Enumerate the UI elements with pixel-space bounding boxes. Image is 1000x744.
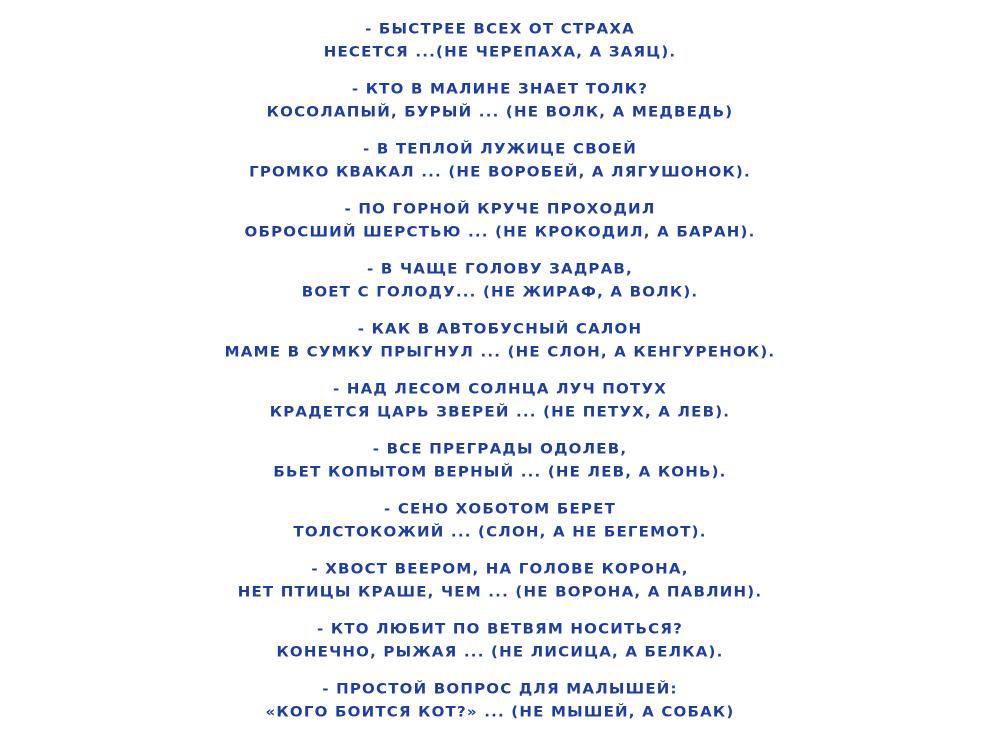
riddle-answer: ГРОМКО КВАКАЛ ... (НЕ ВОРОБЕЙ, А ЛЯГУШОНОК). (249, 163, 751, 181)
riddle-answer: НЕТ ПТИЦЫ КРАШЕ, ЧЕМ ... (НЕ ВОРОНА, А ПАВЛИН). (237, 583, 763, 601)
riddle-question: - В ЧАЩЕ ГОЛОВУ ЗАДРАВ, (367, 260, 633, 278)
riddle-question: - ПРОСТОЙ ВОПРОС ДЛЯ МАЛЫШЕЙ: (322, 680, 678, 698)
riddle-question: - КТО В МАЛИНЕ ЗНАЕТ ТОЛК? (351, 80, 649, 98)
riddle-answer: КРАДЕТСЯ ЦАРЬ ЗВЕРЕЙ ... (НЕ ПЕТУХ, А ЛЕВ). (269, 403, 731, 421)
riddle-question: - КТО ЛЮБИТ ПО ВЕТВЯМ НОСИТЬСЯ? (317, 620, 683, 638)
riddle-12 (0, 678, 1000, 723)
riddle-10 (0, 558, 1000, 603)
riddle-answer: ОБРОСШИЙ ШЕРСТЬЮ ... (НЕ КРОКОДИЛ, А БАРАН). (244, 223, 756, 241)
riddle-question: - БЫСТРЕЕ ВСЕХ ОТ СТРАХА (365, 20, 635, 38)
riddle-question: - ВСЕ ПРЕГРАДЫ ОДОЛЕВ, (372, 440, 628, 458)
riddle-9 (0, 498, 1000, 543)
riddle-answer: «КОГО БОИТСЯ КОТ?» ... (НЕ МЫШЕЙ, А СОБАК) (265, 703, 735, 721)
riddle-answer: БЬЕТ КОПЫТОМ ВЕРНЫЙ ... (НЕ ЛЕВ, А КОНЬ). (273, 463, 727, 481)
riddle-question: - ПО ГОРНОЙ КРУЧЕ ПРОХОДИЛ (344, 200, 656, 218)
riddle-8 (0, 438, 1000, 483)
riddle-answer: ВОЕТ С ГОЛОДУ... (НЕ ЖИРАФ, А ВОЛК). (301, 283, 699, 301)
riddle-3 (0, 138, 1000, 183)
riddle-answer: КОСОЛАПЫЙ, БУРЫЙ ... (НЕ ВОЛК, А МЕДВЕДЬ) (266, 103, 734, 121)
riddle-4 (0, 198, 1000, 243)
riddle-question: - СЕНО ХОБОТОМ БЕРЕТ (383, 500, 616, 518)
riddle-1 (0, 18, 1000, 63)
riddle-question: - В ТЕПЛОЙ ЛУЖИЦЕ СВОЕЙ (362, 140, 638, 158)
riddle-answer: КОНЕЧНО, РЫЖАЯ ... (НЕ ЛИСИЦА, А БЕЛКА). (276, 643, 724, 661)
riddle-question: - КАК В АВТОБУСНЫЙ САЛОН (357, 320, 643, 338)
riddle-5 (0, 258, 1000, 303)
riddle-11 (0, 618, 1000, 663)
riddle-answer: МАМЕ В СУМКУ ПРЫГНУЛ ... (НЕ СЛОН, А КЕНГУРЕНОК). (224, 343, 776, 361)
riddle-question: - НАД ЛЕСОМ СОЛНЦА ЛУЧ ПОТУХ (333, 380, 667, 398)
riddle-answer: НЕСЕТСЯ ...(НЕ ЧЕРЕПАХА, А ЗАЯЦ). (323, 43, 677, 61)
riddle-6 (0, 318, 1000, 363)
riddle-question: - ХВОСТ ВЕЕРОМ, НА ГОЛОВЕ КОРОНА, (311, 560, 689, 578)
riddle-answer: ТОЛСТОКОЖИЙ ... (СЛОН, А НЕ БЕГЕМОТ). (293, 523, 707, 541)
riddle-7 (0, 378, 1000, 423)
riddle-2 (0, 78, 1000, 123)
